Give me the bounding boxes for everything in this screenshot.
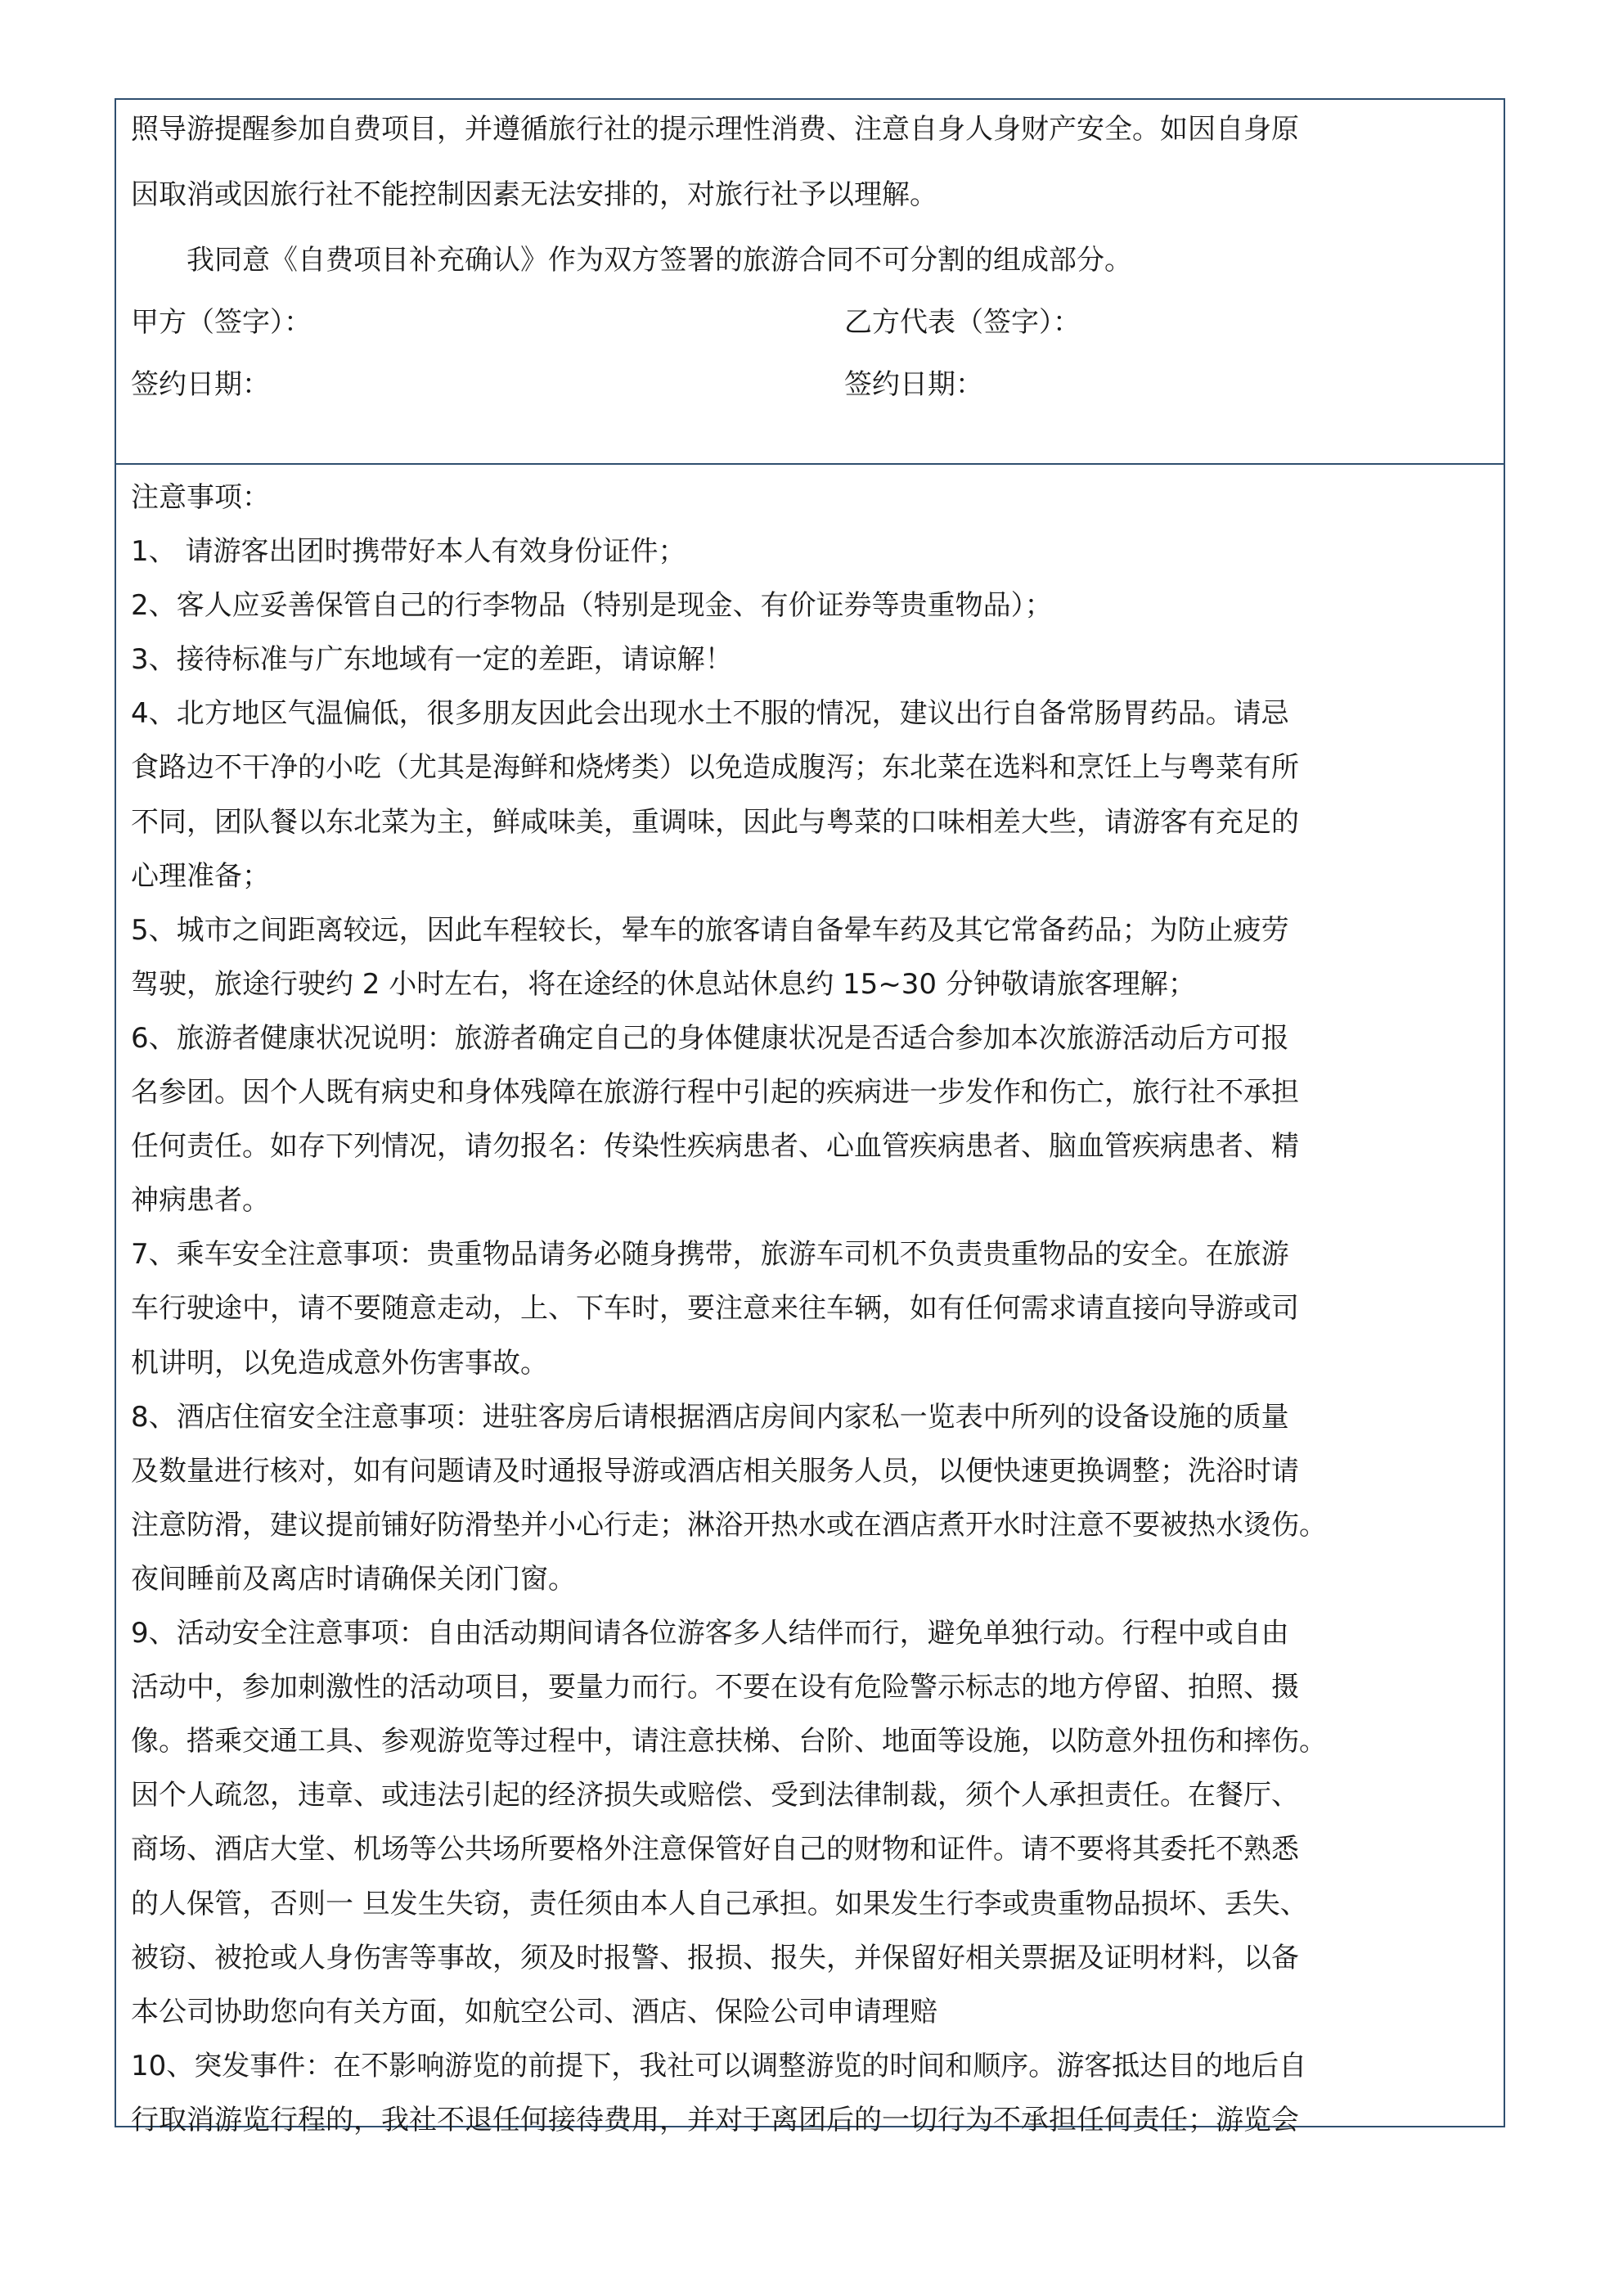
agreement-continuation-line-2: 因取消或因旅行社不能控制因素无法安排的，对旅行社予以理解。 bbox=[131, 178, 937, 211]
notice-line: 2、客人应妥善保管自己的行李物品（特别是现金、有价证券等贵重物品）； bbox=[131, 589, 1053, 623]
notice-line: 3、接待标准与广东地域有一定的差距，请谅解！ bbox=[131, 643, 733, 677]
party-b-signature-label: 乙方代表（签字）： bbox=[844, 306, 1081, 339]
notice-line: 被窃、被抢或人身伤害等事故，须及时报警、报损、报失，并保留好相关票据及证明材料，以备 bbox=[131, 1941, 1299, 1974]
notice-line: 9、活动安全注意事项：自由活动期间请各位游客多人结伴而行，避免单独行动。行程中或自由 bbox=[131, 1617, 1289, 1650]
notice-line: 活动中，参加刺激性的活动项目，要量力而行。不要在设有危险警示标志的地方停留、拍照、摄 bbox=[131, 1671, 1299, 1704]
agreement-continuation-line-1: 照导游提醒参加自费项目，并遵循旅行社的提示理性消费、注意自身人身财产安全。如因自身原 bbox=[131, 113, 1299, 146]
notice-line: 不同，团队餐以东北菜为主，鲜咸味美，重调味，因此与粤菜的口味相差大些，请游客有充足的 bbox=[131, 805, 1299, 839]
notice-line: 1、 请游客出团时携带好本人有效身份证件； bbox=[131, 535, 686, 568]
notice-line: 任何责任。如存下列情况，请勿报名：传染性疾病患者、心血管疾病患者、脑血管疾病患者、精 bbox=[131, 1130, 1299, 1164]
notice-line: 商场、酒店大堂、机场等公共场所要格外注意保管好自己的财物和证件。请不要将其委托不熟悉 bbox=[131, 1833, 1299, 1866]
notice-line: 5、城市之间距离较远，因此车程较长，晕车的旅客请自备晕车药及其它常备药品；为防止疲劳 bbox=[131, 913, 1289, 947]
notice-line: 本公司协助您向有关方面，如航空公司、酒店、保险公司申请理赔 bbox=[131, 1995, 937, 2028]
agreement-cell bbox=[116, 100, 1504, 465]
notice-line: 机讲明，以免造成意外伤害事故。 bbox=[131, 1346, 548, 1380]
notice-line: 车行驶途中，请不要随意走动，上、下车时，要注意来往车辆，如有任何需求请直接向导游或司 bbox=[131, 1292, 1299, 1326]
notice-line: 像。搭乘交通工具、参观游览等过程中，请注意扶梯、台阶、地面等设施，以防意外扭伤和摔伤。 bbox=[131, 1725, 1327, 1758]
notice-line: 行取消游览行程的，我社不退任何接待费用，并对于离团后的一切行为不承担任何责任；游览会 bbox=[131, 2103, 1299, 2136]
party-a-date-label: 签约日期： bbox=[131, 368, 270, 401]
consent-statement: 我同意《自费项目补充确认》作为双方签署的旅游合同不可分割的组成部分。 bbox=[187, 244, 1132, 277]
notice-line: 心理准备； bbox=[131, 859, 270, 893]
notice-line: 食路边不干净的小吃（尤其是海鲜和烧烤类）以免造成腹泻；东北菜在选料和烹饪上与粤菜有所 bbox=[131, 751, 1299, 785]
notice-line: 7、乘车安全注意事项：贵重物品请务必随身携带，旅游车司机不负责贵重物品的安全。在旅游 bbox=[131, 1238, 1289, 1272]
notice-line: 注意防滑，建议提前铺好防滑垫并小心行走；淋浴开热水或在酒店煮开水时注意不要被热水烫伤。 bbox=[131, 1508, 1327, 1542]
notice-line: 名参团。因个人既有病史和身体残障在旅游行程中引起的疾病进一步发作和伤亡，旅行社不承担 bbox=[131, 1076, 1299, 1109]
notices-cell bbox=[116, 465, 1504, 2136]
party-b-date-label: 签约日期： bbox=[844, 368, 983, 401]
notice-line: 驾驶，旅途行驶约 2 小时左右，将在途经的休息站休息约 15~30 分钟敬请旅客理解； bbox=[131, 967, 1196, 1001]
notice-line: 10、突发事件：在不影响游览的前提下，我社可以调整游览的时间和顺序。游客抵达目的地后自 bbox=[131, 2049, 1307, 2082]
notice-line: 神病患者。 bbox=[131, 1184, 270, 1218]
notice-line: 夜间睡前及离店时请确保关闭门窗。 bbox=[131, 1562, 576, 1596]
notice-line: 8、酒店住宿安全注意事项：进驻客房后请根据酒店房间内家私一览表中所列的设备设施的质量 bbox=[131, 1400, 1289, 1434]
notice-line: 4、北方地区气温偏低，很多朋友因此会出现水土不服的情况，建议出行自备常肠胃药品。请忌 bbox=[131, 697, 1289, 731]
contract-table bbox=[115, 98, 1505, 2136]
notices-heading: 注意事项： bbox=[131, 481, 270, 514]
notice-line: 及数量进行核对，如有问题请及时通报导游或酒店相关服务人员，以便快速更换调整；洗浴时请 bbox=[131, 1454, 1299, 1488]
notice-line: 因个人疏忽，违章、或违法引起的经济损失或赔偿、受到法律制裁，须个人承担责任。在餐厅、 bbox=[131, 1779, 1299, 1812]
notice-line: 的人保管，否则一 旦发生失窃，责任须由本人自己承担。如果发生行李或贵重物品损坏、丢失、 bbox=[131, 1887, 1308, 1920]
party-a-signature-label: 甲方（签字）： bbox=[131, 306, 312, 339]
notice-line: 6、旅游者健康状况说明：旅游者确定自己的身体健康状况是否适合参加本次旅游活动后方可报 bbox=[131, 1021, 1289, 1055]
